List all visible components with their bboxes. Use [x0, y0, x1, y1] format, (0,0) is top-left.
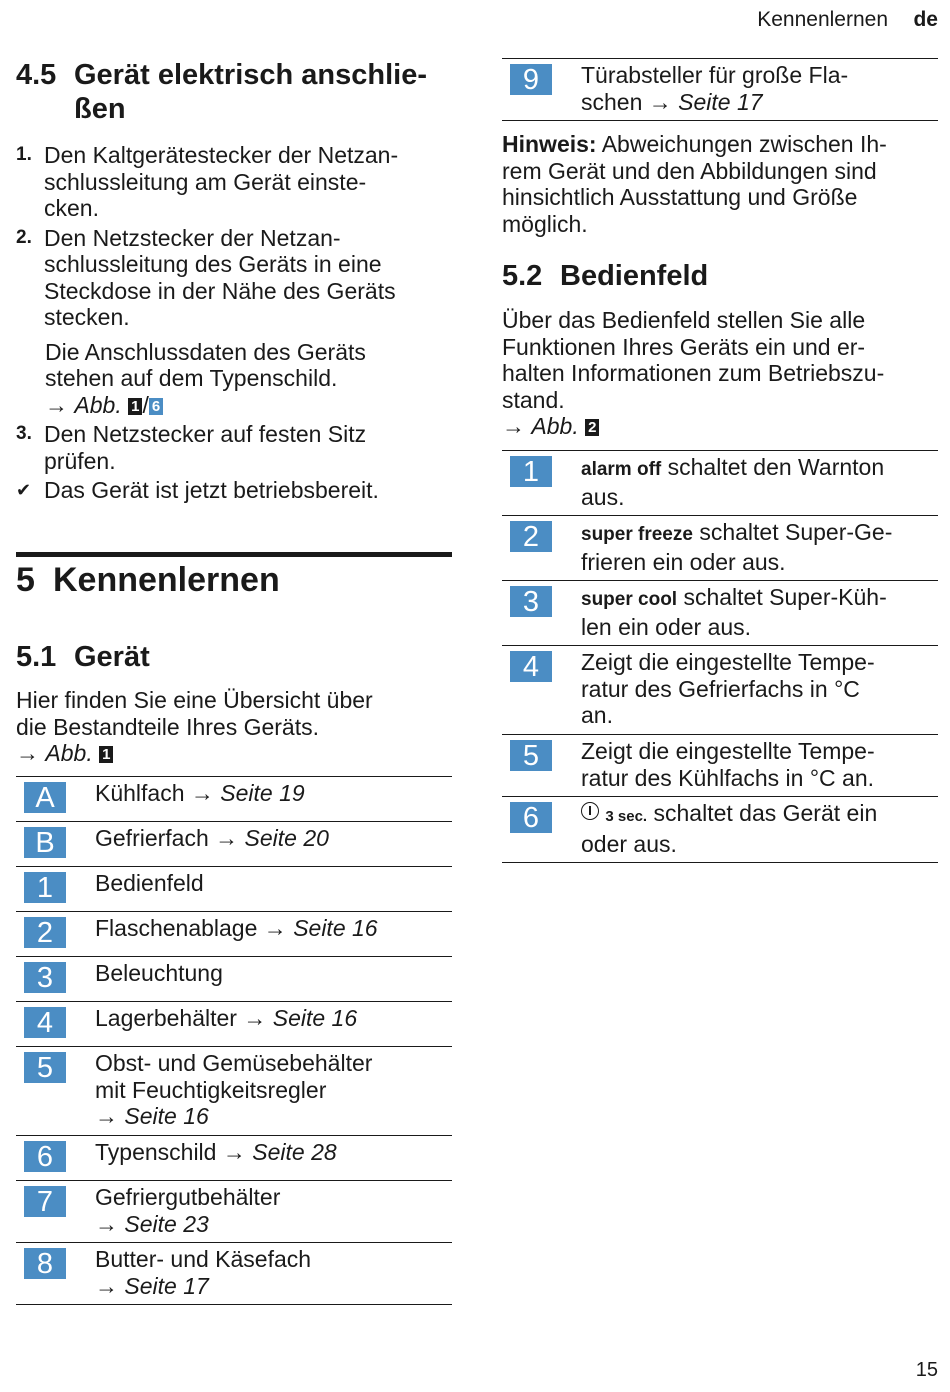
page-reference: Seite 16: [293, 915, 378, 941]
table-row: 2 Flaschenablage → Seite 16: [16, 912, 452, 957]
section-4-5-heading: [16, 58, 456, 126]
step-3: 3. Den Netzstecker auf festen Sitz prüfen.: [16, 421, 367, 474]
page-reference: Seite 23: [124, 1210, 209, 1237]
parts-table: [16, 776, 452, 1305]
item-badge: 9: [510, 64, 552, 95]
page-number: 15: [915, 1359, 938, 1381]
hinweis-label: Hinweis:: [502, 131, 597, 157]
item-badge: 6: [149, 398, 163, 415]
step-2-note: Die Anschlussdaten des Geräts stehen auf dem Typenschild. → Abb. 1 / 6: [45, 338, 366, 418]
page-reference: Seite 17: [124, 1272, 209, 1299]
table-row: 4 Lagerbehälter → Seite 16: [16, 1002, 452, 1047]
section-5-1-intro: Hier finden Sie eine Übersicht über die Bestandteile Ihres Geräts. → Abb. 1: [16, 687, 373, 766]
table-row: 7 Gefriergutbehälter → Seite 23: [16, 1181, 452, 1243]
item-badge: A: [24, 782, 66, 813]
button-label-super-freeze: super freeze: [581, 524, 693, 545]
instruction-steps: [16, 142, 456, 504]
table-row: 9 Türabsteller für große Fla- schen → Seite 17: [502, 59, 938, 121]
section-5-2-heading: 5.2 Bedienfeld: [502, 260, 709, 292]
table-row: 3 super cool schaltet Super-Küh- len ein oder aus.: [502, 581, 938, 646]
section-5-1-heading: 5.1 Gerät: [16, 641, 150, 673]
running-header-language: de: [913, 8, 938, 31]
item-badge: 1: [510, 456, 552, 487]
figure-reference: → Abb. 1: [16, 740, 113, 766]
table-row: B Gefrierfach → Seite 20: [16, 822, 452, 867]
table-row: 3 Beleuchtung: [16, 957, 452, 1002]
section-5-2-intro: Über das Bedienfeld stellen Sie alle Funktionen Ihres Geräts ein und er- halten Informationen zum Betriebszu- stand. → Abb. 2: [502, 307, 885, 439]
power-icon: [581, 802, 599, 820]
chapter-rule: [16, 552, 452, 557]
section-title: Gerät elektrisch anschlie- ßen: [74, 59, 427, 125]
chapter-5-heading: 5 Kennenlernen: [16, 561, 280, 599]
figure-badge: 1: [99, 746, 113, 763]
table-row: 2 super freeze schaltet Super-Ge- frieren ein oder aus.: [502, 516, 938, 581]
page-reference: Seite 20: [244, 825, 329, 851]
section-number: 4.5: [16, 59, 57, 91]
parts-table-continued: [502, 58, 938, 121]
table-row: 1 alarm off schaltet den Warnton aus.: [502, 451, 938, 516]
table-row: 5 Zeigt die eingestellte Tempe- ratur des Kühlfachs in °C an.: [502, 735, 938, 797]
hinweis-note: Hinweis: Abweichungen zwischen Ih- rem Gerät und den Abbildungen sind hinsichtlich Ausstattung und Größe möglich.: [502, 131, 887, 237]
figure-reference: → Abb. 1 / 6: [45, 392, 163, 418]
page-reference: Seite 16: [124, 1103, 209, 1129]
page-reference: Seite 28: [252, 1139, 337, 1165]
table-row: 5 Obst- und Gemüsebehälter mit Feuchtigkeitsregler → Seite 16: [16, 1047, 452, 1136]
figure-badge: 2: [585, 419, 599, 436]
checkmark-icon: ✔: [16, 480, 32, 500]
table-row: 4 Zeigt die eingestellte Tempe- ratur des Gefrierfachs in °C an.: [502, 646, 938, 735]
button-hold-duration: 3 sec.: [605, 808, 648, 825]
button-label-super-cool: super cool: [581, 589, 678, 610]
table-row: A Kühlfach → Seite 19: [16, 777, 452, 822]
step-result: ✔ Das Gerät ist jetzt betriebsbereit.: [16, 477, 379, 503]
step-1: 1. Den Kaltgerätestecker der Netzan- schlussleitung am Gerät einste- cken.: [16, 142, 399, 221]
table-row: 6 3 sec. schaltet das Gerät ein oder aus.: [502, 797, 938, 863]
table-row: 8 Butter- und Käsefach → Seite 17: [16, 1243, 452, 1305]
step-2: 2. Den Netzstecker der Netzan- schlussleitung des Geräts in eine Steckdose in der Nähe des Geräts stecken.: [16, 224, 396, 330]
page-reference: Seite 19: [220, 780, 305, 806]
control-panel-table: [502, 450, 938, 863]
page-reference: Seite 17: [678, 88, 763, 115]
section-4-5: [16, 58, 456, 504]
button-label-alarm-off: alarm off: [581, 459, 662, 480]
table-row: 6 Typenschild → Seite 28: [16, 1136, 452, 1181]
page-reference: Seite 16: [272, 1005, 358, 1031]
table-row: 1 Bedienfeld: [16, 867, 452, 912]
figure-reference: → Abb. 2: [502, 413, 599, 439]
figure-badge: 1: [128, 398, 142, 415]
running-header-section: Kennenlernen: [757, 8, 888, 31]
